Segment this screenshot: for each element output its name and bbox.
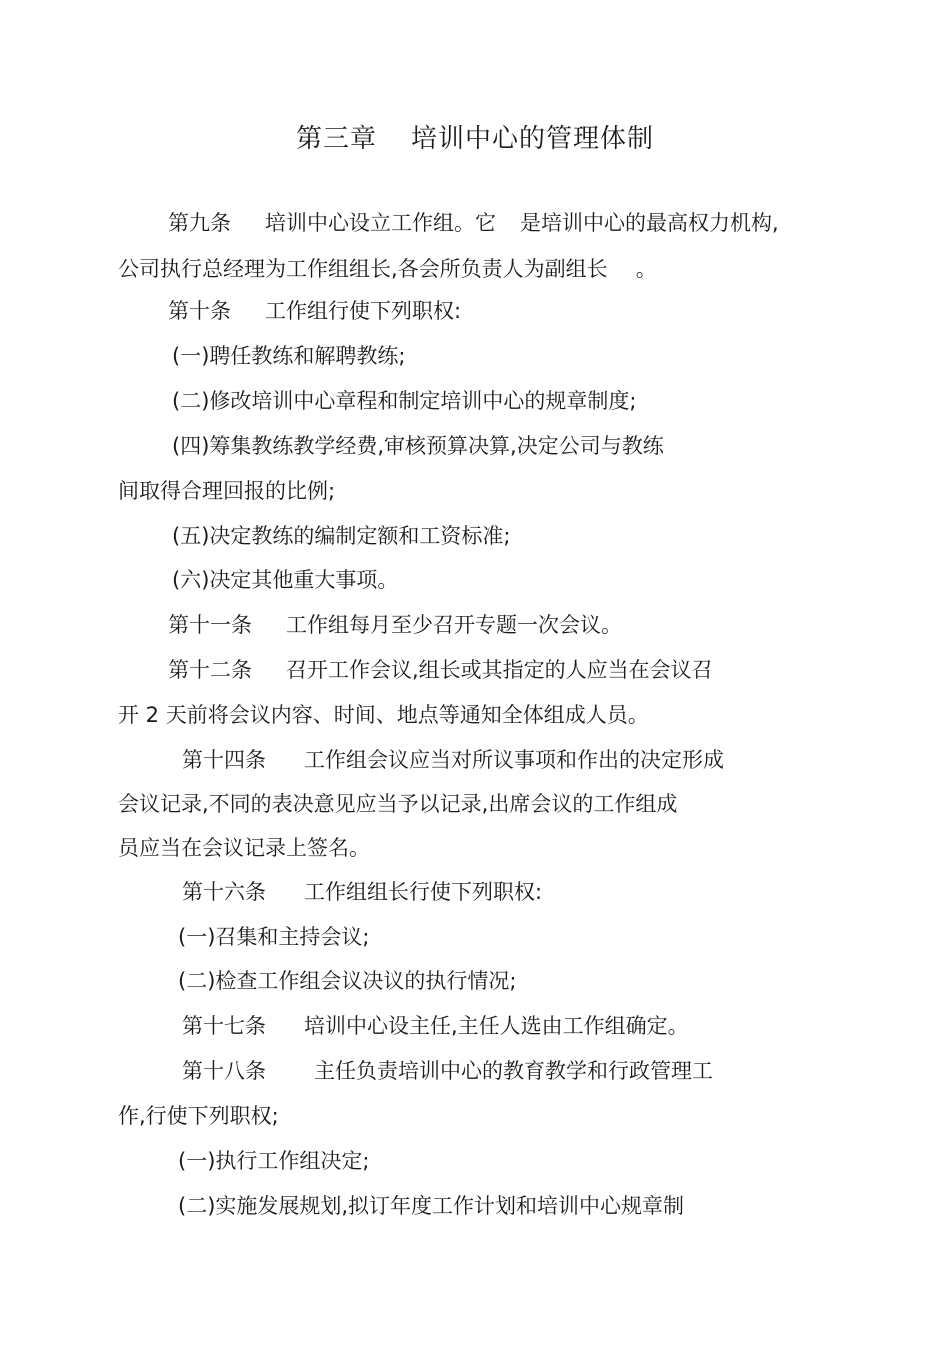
article-14-line-3: 员应当在会议记录上签名。: [118, 836, 370, 860]
article-text: 工作组每月至少召开专题一次会议。: [286, 613, 622, 637]
article-18-line-1: [182, 1056, 713, 1086]
list-item-continuation: 间取得合理回报的比例;: [118, 479, 336, 503]
article-label: 第九条: [168, 211, 231, 235]
list-item: (二)实施发展规划,拟订年度工作计划和培训中心规章制: [178, 1194, 685, 1218]
article-12-line-2: 开 2 天前将会议内容、时间、地点等通知全体组成人员。: [118, 703, 649, 727]
list-item: (六)决定其他重大事项。: [172, 568, 399, 592]
article-text: 工作组组长行使下列职权:: [304, 880, 543, 904]
article-label: 第十八条: [182, 1059, 266, 1083]
article-label: 第十二条: [168, 658, 252, 682]
list-item: (一)召集和主持会议;: [178, 925, 370, 949]
article-label: 第十六条: [182, 880, 266, 904]
article-9-line-1: [168, 208, 779, 238]
article-16-line: [182, 877, 542, 907]
article-text: 是培训中心的最高权力机构,: [520, 211, 779, 235]
article-text: 工作组会议应当对所议事项和作出的决定形成: [304, 748, 724, 772]
article-9-line-2: [118, 254, 657, 284]
list-item: (一)聘任教练和解聘教练;: [172, 344, 406, 368]
article-14-line-1: [182, 745, 724, 775]
chapter-heading: 培训中心的管理体制: [411, 124, 655, 154]
article-text: 召开工作会议,组长或其指定的人应当在会议召: [286, 658, 713, 682]
list-item: (一)执行工作组决定;: [178, 1149, 370, 1173]
list-item: (二)修改培训中心章程和制定培训中心的规章制度;: [172, 389, 637, 413]
article-text: 培训中心设主任,主任人选由工作组确定。: [304, 1014, 689, 1038]
article-text: 公司执行总经理为工作组组长,各会所负责人为副组长: [118, 257, 608, 281]
article-12-line-1: [168, 655, 713, 685]
list-item: (五)决定教练的编制定额和工资标准;: [172, 524, 511, 548]
article-label: 第十一条: [168, 613, 252, 637]
article-text: 。: [635, 257, 657, 281]
chapter-number: 第三章: [295, 124, 377, 154]
article-text: 主任负责培训中心的教育教学和行政管理工: [314, 1059, 713, 1083]
article-10-line: [168, 296, 461, 326]
list-item: (四)筹集教练教学经费,审核预算决算,决定公司与教练: [172, 434, 664, 458]
article-14-line-2: 会议记录,不同的表决意见应当予以记录,出席会议的工作组成: [118, 792, 678, 816]
article-text: 工作组行使下列职权:: [265, 299, 462, 323]
article-label: 第十七条: [182, 1014, 266, 1038]
article-18-line-2: 作,行使下列职权;: [118, 1104, 279, 1128]
article-text: 培训中心设立工作组。它: [265, 211, 496, 235]
article-17-line: [182, 1011, 689, 1041]
chapter-title: [0, 118, 950, 155]
article-label: 第十条: [168, 299, 231, 323]
article-label: 第十四条: [182, 748, 266, 772]
article-11-line: [168, 610, 622, 640]
list-item: (二)检查工作组会议决议的执行情况;: [178, 969, 517, 993]
